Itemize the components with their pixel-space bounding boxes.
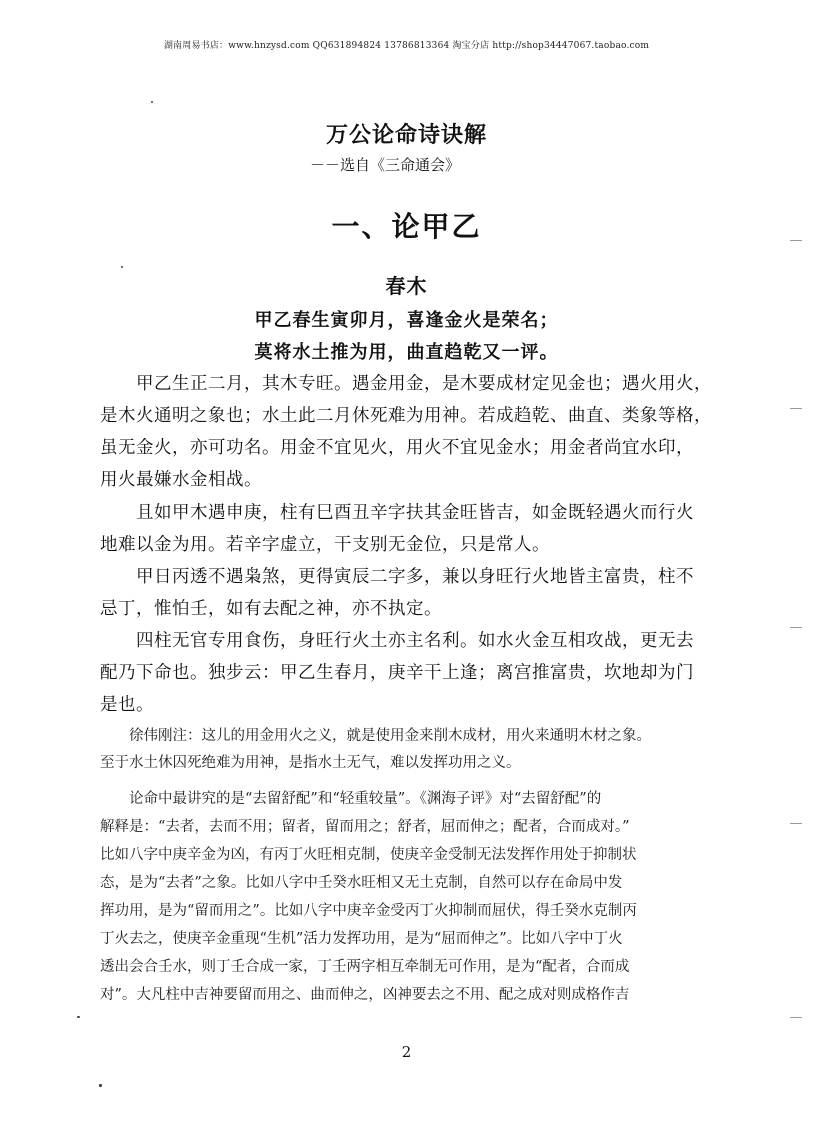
note-line: 徐伟刚注：这儿的用金用火之义，就是使用金来削木成材，用火来通明木材之象。 <box>100 728 651 744</box>
scan-speck <box>151 101 153 103</box>
body-line: 用火最嫌水金相战。 <box>100 470 262 490</box>
scan-speck <box>121 266 123 268</box>
note-line: 透出会合壬水，则丁壬合成一家，丁壬两字相互牵制无可作用，是为“配者，合而成 <box>100 959 630 975</box>
edge-mark <box>790 408 802 409</box>
edge-mark <box>790 240 802 241</box>
body-line: 忌丁，惟怕壬，如有去配之神，亦不执定。 <box>100 599 442 619</box>
body-line: 甲乙生正二月，其木专旺。遇金用金，是木要成材定见金也；遇火用火， <box>100 374 712 394</box>
sub-heading: 春木 <box>385 274 428 298</box>
body-line: 虽无金火，亦可功名。用金不宜见火，用火不宜见金水；用金者尚宜水印， <box>100 438 694 458</box>
note-line: 解释是：“去者，去而不用；留者，留而用之；舒者，屈而伸之；配者，合而成对。” <box>100 819 630 835</box>
body-line: 是也。 <box>100 695 154 715</box>
note-line: 比如八字中庚辛金为凶，有丙丁火旺相克制，使庚辛金受制无法发挥作用处于抑制状 <box>100 847 637 863</box>
section-title: 一、论甲乙 <box>331 210 482 243</box>
note-line: 至于水土休囚死绝难为用神，是指水土无气，难以发挥功用之义。 <box>100 755 521 771</box>
body-line: 配乃下命也。独步云：甲乙生春月，庚辛干上逢；离宫推富贵，坎地却为门 <box>100 663 694 683</box>
document-title: 万公论命诗诀解 <box>325 123 487 148</box>
verse-line: 甲乙春生寅卯月，喜逢金火是荣名； <box>254 310 559 331</box>
scan-speck <box>99 1084 102 1087</box>
edge-mark <box>790 1017 802 1018</box>
note-line: 态，是为“去者”之象。比如八字中壬癸水旺相又无土克制，自然可以存在命局中发 <box>100 875 623 891</box>
body-line: 甲日丙透不遇枭煞，更得寅辰二字多，兼以身旺行火地皆主富贵，柱不 <box>100 567 694 587</box>
scan-speck <box>77 1016 80 1018</box>
note-line: 挥功用，是为“留而用之”。比如八字中庚辛金受丙丁火抑制而屈伏，得壬癸水克制丙 <box>100 903 637 919</box>
edge-mark <box>790 627 802 628</box>
page-number: 2 <box>401 1043 412 1061</box>
verse-line: 莫将水土推为用，曲直趋乾又一评。 <box>254 342 559 363</box>
page-header: 湖南周易书店：www.hnzysd.com QQ631894824 13786813364 淘宝分店 http://shop34447067.taobao.com <box>163 41 650 51</box>
document-subtitle: －－选自《三命通会》 <box>310 156 461 174</box>
body-line: 四柱无官专用食伤，身旺行火土亦主名利。如水火金互相攻战，更无去 <box>100 631 694 651</box>
body-line: 且如甲木遇申庚，柱有巳酉丑辛字扶其金旺皆吉，如金既轻遇火而行火 <box>100 503 694 523</box>
body-line: 是木火通明之象也；水土此二月休死难为用神。若成趋乾、曲直、类象等格， <box>100 406 712 426</box>
body-line: 地难以金为用。若辛字虚立，干支别无金位，只是常人。 <box>100 535 550 555</box>
note-line: 论命中最讲究的是“去留舒配”和“轻重较量”。《渊海子评》对“去留舒配”的 <box>100 791 602 807</box>
note-line: 丁火去之，使庚辛金重现“生机”活力发挥功用，是为“屈而伸之”。比如八字中丁火 <box>100 931 623 947</box>
note-line: 对”。大凡柱中吉神要留而用之、曲而伸之，凶神要去之不用、配之成对则成格作吉 <box>100 987 630 1003</box>
edge-mark <box>790 823 802 824</box>
